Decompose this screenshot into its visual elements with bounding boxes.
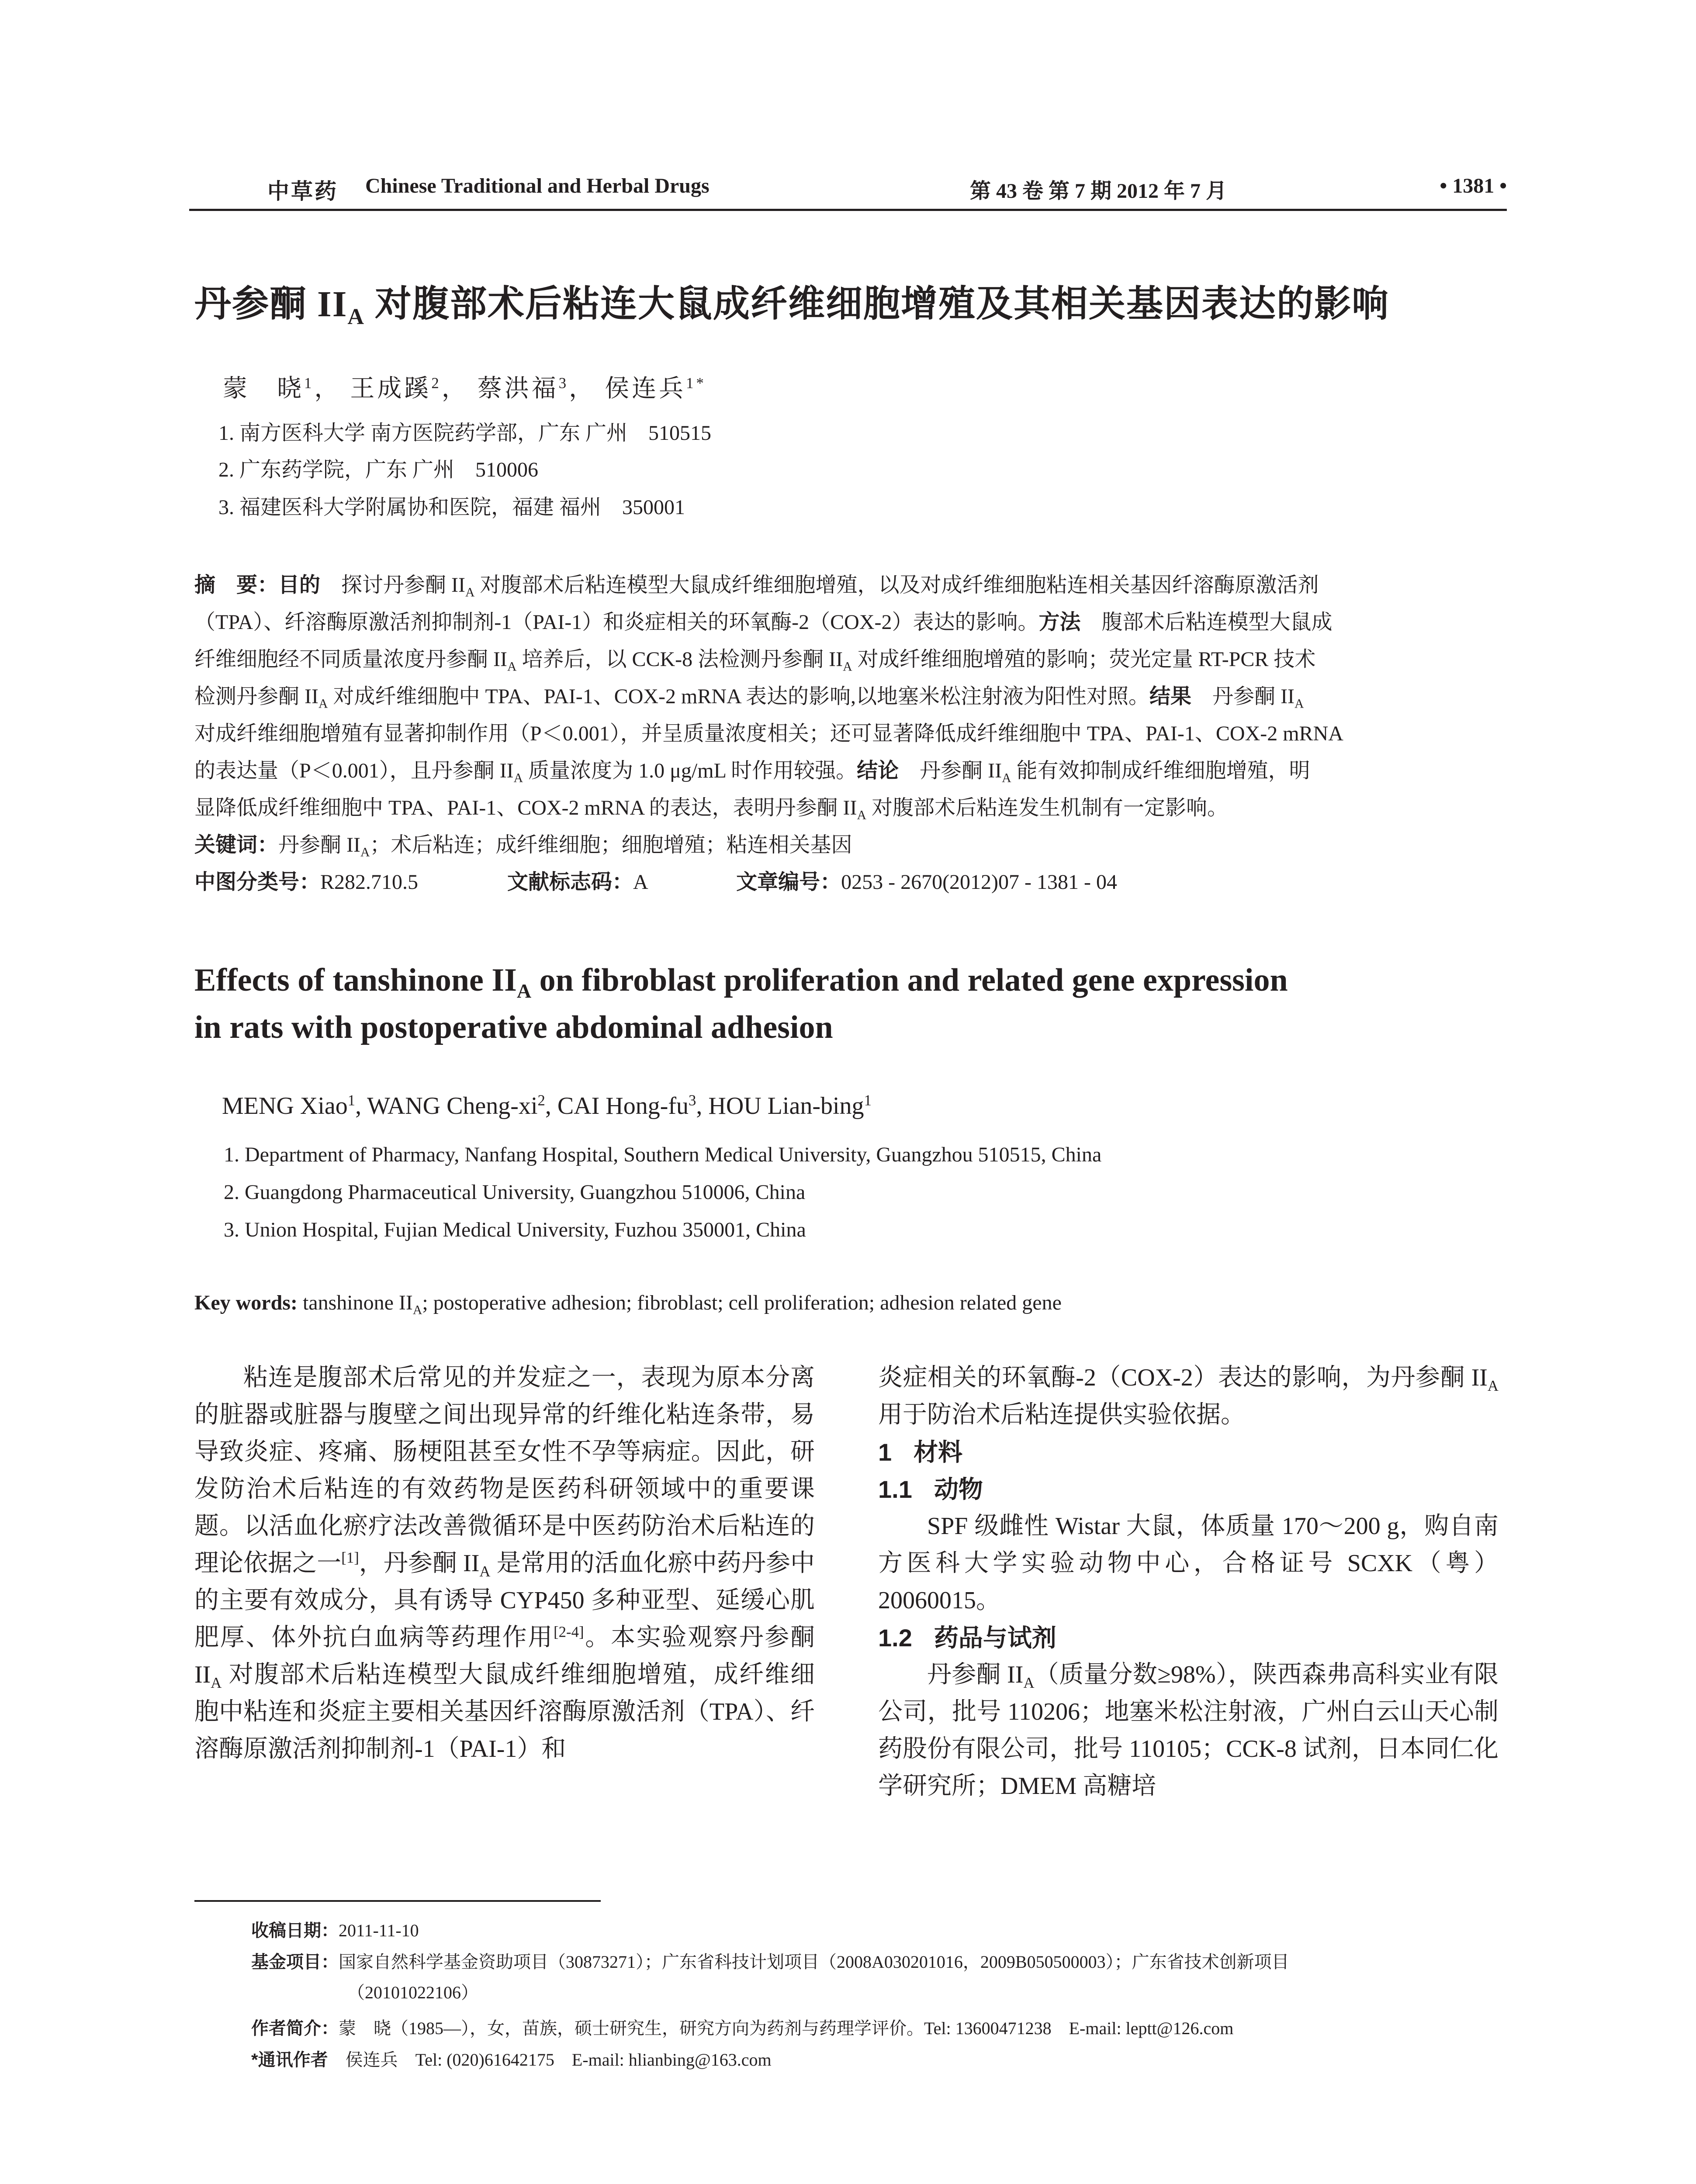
authors-cn: 蒙 晓$^1$， 王成蹊$^2$， 蔡洪福$^3$， 侯连兵$^{1*}$ bbox=[223, 374, 706, 402]
body-paragraph: 粘连是腹部术后常见的并发症之一，表现为原本分离的脏器或脏器与腹壁之间出现异常的纤维化粘连条带，易导致炎症、疼痛、肠梗阻甚至女性不孕等病症。因此，研发防治术后粘连的有效药物是医药科研领域中的重要课题。以活血化瘀疗法改善微循环是中医药防治术后粘连的理论依据之一[1]，丹参酮 $II_A$ 是常用的活血化瘀中药丹参中的主要有效成分，具有诱导 CYP450 多种亚型、延缓心肌肥厚、体外抗白血病等药理作用[2-4]。本实验观察丹参酮 $II_A$ 对腹部术后粘连模型大鼠成纤维细胞增殖，成纤维细胞中粘连和炎症主要相关基因纤溶酶原激活剂（TPA）、纤溶酶原激活剂抑制剂-1（PAI-1）和 bbox=[194, 1364, 815, 1762]
abstract-line: 纤维细胞经不同质量浓度丹参酮 $II_A$ 培养后，以 CCK-8 法检测丹参酮 $II_A$ 对成纤维细胞增殖的影响；荧光定量 RT-PCR 技术 bbox=[194, 648, 1316, 674]
abstract-label: 摘 要： bbox=[194, 574, 279, 597]
author-name: MENG Xiao bbox=[222, 1092, 348, 1120]
author-name: 王成蹊 bbox=[350, 375, 432, 402]
author-name: WANG Cheng-xi bbox=[367, 1092, 538, 1120]
author-name: HOU Lian-bing bbox=[708, 1092, 864, 1120]
affiliation-en: 3. Union Hospital, Fujian Medical University, Fuzhou 350001, China bbox=[224, 1218, 806, 1241]
footnote-fund: 基金项目：国家自然科学基金资助项目（30873271）；广东省科技计划项目（2008A030201016，2009B050500003）；广东省技术创新项目 bbox=[251, 1952, 1289, 1972]
abstract-line: 检测丹参酮 $II_A$ 对成纤维细胞中 TPA、PAI-1、COX-2 mRNA 表达的影响,以地塞米松注射液为阳性对照。结果 丹参酮 $II_A$ bbox=[194, 685, 1304, 711]
citation: [1] bbox=[341, 1549, 359, 1566]
footnote-received: 收稿日期：2011-11-10 bbox=[251, 1921, 419, 1940]
abstract-line: （TPA）、纤溶酶原激活剂抑制剂-1（PAI-1）和炎症相关的环氧酶-2（COX-2）表达的影响。方法 腹部术后粘连模型大鼠成 bbox=[194, 611, 1333, 634]
body-column-right bbox=[878, 1359, 1499, 1805]
issue-info: 第 43 卷 第 7 期 2012 年 7 月 bbox=[970, 180, 1227, 203]
footnote-corresponding: *通讯作者 侯连兵 Tel: (020)61642175 E-mail: hlianbing@163.com bbox=[251, 2050, 772, 2070]
abstract-line: 的表达量（P＜0.001），且丹参酮 $II_A$ 质量浓度为 1.0 μg/mL 时作用较强。结论 丹参酮 $II_A$ 能有效抑制成纤维细胞增殖，明 bbox=[194, 759, 1310, 785]
header-rule bbox=[189, 209, 1507, 211]
abstract-line: 显降低成纤维细胞中 TPA、PAI-1、COX-2 mRNA 的表达，表明丹参酮 $II_A$ 对腹部术后粘连发生机制有一定影响。 bbox=[194, 796, 1229, 822]
affiliation-en: 1. Department of Pharmacy, Nanfang Hospital, Southern Medical University, Guangzhou 510515, China bbox=[224, 1143, 1102, 1166]
classification-line: 中图分类号：R282.710.5 文献标志码：A 文章编号：0253 - 2670(2012)07 - 1381 - 04 bbox=[194, 871, 1117, 894]
affiliation-en: 2. Guangdong Pharmaceutical University, Guangzhou 510006, China bbox=[224, 1181, 806, 1204]
page-number: • 1381 • bbox=[1440, 174, 1507, 197]
body-column-left bbox=[194, 1359, 815, 1768]
article-title-cn: 丹参酮 $II_A$ 对腹部术后粘连大鼠成纤维细胞增殖及其相关基因表达的影响 bbox=[194, 284, 1390, 329]
body-paragraph: 炎症相关的环氧酶-2（COX-2）表达的影响，为丹参酮 $II_A$ 用于防治术后粘连提供实验依据。 bbox=[878, 1364, 1499, 1428]
subsection-heading: 1.1 动物 bbox=[878, 1476, 983, 1503]
subsection-heading: 1.2 药品与试剂 bbox=[878, 1624, 1056, 1652]
footnote-rule bbox=[194, 1900, 601, 1902]
citation: [2-4] bbox=[554, 1623, 584, 1641]
keywords-en: Key words: tanshinone $II_A$; postoperative adhesion; fibroblast; cell proliferation; adhesion related gene bbox=[194, 1291, 1062, 1317]
abstract-line: 摘 要：目的 探讨丹参酮 $II_A$ 对腹部术后粘连模型大鼠成纤维细胞增殖，以及对成纤维细胞粘连相关基因纤溶酶原激活剂 bbox=[194, 574, 1319, 600]
abstract-line: 对成纤维细胞增殖有显著抑制作用（P＜0.001），并呈质量浓度相关；还可显著降低成纤维细胞中 TPA、PAI-1、COX-2 mRNA bbox=[194, 722, 1343, 745]
affiliation-cn: 2. 广东药学院，广东 广州 510006 bbox=[218, 458, 539, 481]
article-title-en: Effects of tanshinone $II_A$ on fibroblast proliferation and related gene expression in rats with postoperative abdominal adhesion bbox=[194, 962, 1288, 1045]
journal-title-cn: 中草药 bbox=[267, 179, 338, 204]
author-name: 侯连兵 bbox=[605, 375, 686, 402]
footnote-fund-cont: （20101022106） bbox=[347, 1983, 478, 2002]
keywords-cn: 关键词：丹参酮 $II_A$；术后粘连；成纤维细胞；细胞增殖；粘连相关基因 bbox=[194, 833, 852, 860]
affiliation-cn: 3. 福建医科大学附属协和医院，福建 福州 350001 bbox=[218, 496, 685, 519]
author-name: CAI Hong-fu bbox=[557, 1092, 689, 1120]
running-header bbox=[0, 0, 1696, 218]
section-heading: 1 材料 bbox=[878, 1438, 963, 1466]
author-name: 蒙 晓 bbox=[223, 375, 304, 402]
author-name: 蔡洪福 bbox=[477, 375, 559, 402]
journal-title-en: Chinese Traditional and Herbal Drugs bbox=[365, 174, 710, 197]
body-paragraph: SPF 级雌性 Wistar 大鼠，体质量 170～200 g，购自南方医科大学实验动物中心，合格证号 SCXK（粤）20060015。 bbox=[878, 1513, 1499, 1614]
affiliation-cn: 1. 南方医科大学 南方医院药学部，广东 广州 510515 bbox=[218, 422, 712, 445]
footnote-author: 作者简介：蒙 晓（1985—），女，苗族，硕士研究生，研究方向为药剂与药理学评价。Tel: 13600471238 E-mail: leptt@126.com bbox=[251, 2018, 1234, 2038]
authors-en: MENG Xiao$^1$, WANG Cheng-$xi^2$, CAI Hong-$fu^3$, HOU Lian-bing$^1$ bbox=[222, 1092, 872, 1120]
body-paragraph: 丹参酮 $II_A$（质量分数≥98%），陕西森弗高科实业有限公司，批号 110206；地塞米松注射液，广州白云山天心制药股份有限公司，批号 110105；CCK-8 试剂，日本同仁化学研究所；DMEM 高糖培 bbox=[878, 1661, 1499, 1800]
